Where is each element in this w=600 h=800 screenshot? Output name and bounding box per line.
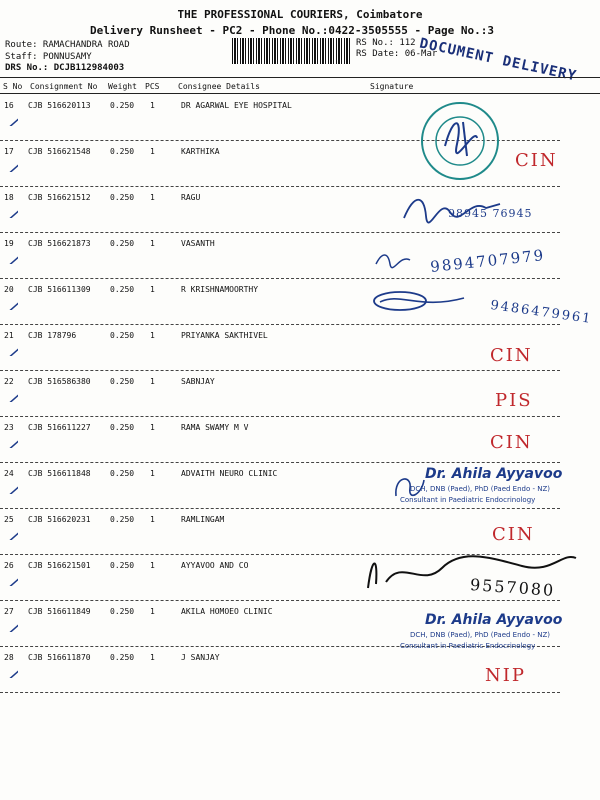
handwritten-note: NIP xyxy=(485,665,526,686)
tick-mark-icon xyxy=(4,296,18,310)
cell-pcs: 1 xyxy=(150,193,155,202)
cell-consignee: PRIYANKA SAKTHIVEL xyxy=(181,331,268,340)
drs-number: DRS No.: DCJB112984003 xyxy=(5,63,125,73)
row-divider xyxy=(0,370,560,371)
handwritten-note: PIS xyxy=(495,390,533,411)
cell-pcs: 1 xyxy=(150,607,155,616)
table-row xyxy=(0,142,600,188)
row-divider xyxy=(0,324,560,325)
cell-consignment: CJB 516621512 xyxy=(28,193,91,202)
rs-number: RS No.: 112 xyxy=(356,38,416,48)
cell-sno: 24 xyxy=(4,469,14,478)
row-divider xyxy=(0,232,560,233)
cell-consignee: J SANJAY xyxy=(181,653,220,662)
cell-weight: 0.250 xyxy=(110,469,135,478)
cell-consignee: DR AGARWAL EYE HOSPITAL xyxy=(181,101,292,110)
doctor-stamp-quals-24: DCH, DNB (Paed), PhD (Paed Endo - NZ) xyxy=(410,485,551,493)
cell-consignment: CJB 516620113 xyxy=(28,101,91,110)
cell-sno: 22 xyxy=(4,377,14,386)
handwritten-phone-20: 9486479961 xyxy=(489,297,594,328)
staff-label: Staff: PONNUSAMY xyxy=(5,52,92,62)
doctor-stamp-name-24: Dr. Ahila Ayyavoo xyxy=(425,466,563,482)
cell-consignment: CJB 516611227 xyxy=(28,423,91,432)
row-divider xyxy=(0,600,560,601)
handwritten-note: CIN xyxy=(490,345,533,366)
col-consignee: Consignee Details xyxy=(178,82,260,91)
cell-consignment: CJB 516621548 xyxy=(28,147,91,156)
cell-pcs: 1 xyxy=(150,285,155,294)
cell-weight: 0.250 xyxy=(110,423,135,432)
cell-consignment: CJB 516620231 xyxy=(28,515,91,524)
cell-sno: 26 xyxy=(4,561,14,570)
cell-consignment: CJB 516586380 xyxy=(28,377,91,386)
cell-sno: 20 xyxy=(4,285,14,294)
col-signature: Signature xyxy=(370,82,414,91)
handwritten-note: CIN xyxy=(515,150,558,171)
cell-consignment: CJB 516611849 xyxy=(28,607,91,616)
handwritten-note: CIN xyxy=(492,524,535,545)
cell-weight: 0.250 xyxy=(110,607,135,616)
signature-row-24 xyxy=(392,470,428,502)
cell-sno: 17 xyxy=(4,147,14,156)
row-divider xyxy=(0,692,560,693)
cell-pcs: 1 xyxy=(150,561,155,570)
barcode xyxy=(232,38,350,64)
tick-mark-icon xyxy=(4,480,18,494)
cell-weight: 0.250 xyxy=(110,285,135,294)
cell-consignee: VASANTH xyxy=(181,239,215,248)
cell-pcs: 1 xyxy=(150,377,155,386)
tick-mark-icon xyxy=(4,250,18,264)
cell-consignment: CJB 516621501 xyxy=(28,561,91,570)
cell-pcs: 1 xyxy=(150,147,155,156)
cell-weight: 0.250 xyxy=(110,239,135,248)
row-divider xyxy=(0,416,560,417)
doctor-stamp-quals-27: DCH, DNB (Paed), PhD (Paed Endo - NZ) xyxy=(410,631,551,639)
cell-consignee: AYYAVOO AND CO xyxy=(181,561,249,570)
cell-sno: 19 xyxy=(4,239,14,248)
cell-weight: 0.250 xyxy=(110,561,135,570)
route-label: Route: RAMACHANDRA ROAD xyxy=(5,40,130,50)
cell-sno: 28 xyxy=(4,653,14,662)
tick-mark-icon xyxy=(4,618,18,632)
doctor-stamp-role-24: Consultant in Paediatric Endocrinology xyxy=(400,496,536,504)
handwritten-note: CIN xyxy=(490,432,533,453)
hospital-round-stamp xyxy=(415,96,505,186)
cell-weight: 0.250 xyxy=(110,515,135,524)
cell-sno: 18 xyxy=(4,193,14,202)
cell-weight: 0.250 xyxy=(110,653,135,662)
cell-weight: 0.250 xyxy=(110,101,135,110)
tick-mark-icon xyxy=(4,572,18,586)
tick-mark-icon xyxy=(4,526,18,540)
cell-weight: 0.250 xyxy=(110,193,135,202)
cell-consignee: R KRISHNAMOORTHY xyxy=(181,285,259,294)
table-row xyxy=(0,96,600,142)
header-bottom-rule xyxy=(0,93,600,94)
cell-pcs: 1 xyxy=(150,653,155,662)
handwritten-phone-18: 98945 76945 xyxy=(448,207,533,220)
document-delivery-stamp: DOCUMENT DELIVERY xyxy=(418,35,579,85)
cell-pcs: 1 xyxy=(150,469,155,478)
rs-date: RS Date: 06-Mar xyxy=(356,49,438,59)
cell-sno: 16 xyxy=(4,101,14,110)
cell-consignee: KARTHIKA xyxy=(181,147,220,156)
tick-mark-icon xyxy=(4,342,18,356)
cell-consignee: RAMA SWAMY M V xyxy=(181,423,249,432)
row-divider xyxy=(0,462,560,463)
cell-consignee: SABNJAY xyxy=(181,377,215,386)
col-weight: Weight xyxy=(108,82,137,91)
handwritten-phone-26: 9557080 xyxy=(469,575,556,600)
row-divider xyxy=(0,508,560,509)
tick-mark-icon xyxy=(4,664,18,678)
cell-pcs: 1 xyxy=(150,239,155,248)
tick-mark-icon xyxy=(4,204,18,218)
tick-mark-icon xyxy=(4,112,18,126)
cell-pcs: 1 xyxy=(150,331,155,340)
cell-weight: 0.250 xyxy=(110,377,135,386)
col-pcs: PCS xyxy=(145,82,160,91)
cell-sno: 21 xyxy=(4,331,14,340)
cell-consignment: CJB 516611870 xyxy=(28,653,91,662)
cell-weight: 0.250 xyxy=(110,331,135,340)
cell-consignee: ADVAITH NEURO CLINIC xyxy=(181,469,278,478)
col-sno: S No xyxy=(3,82,23,91)
cell-consignment: CJB 516611848 xyxy=(28,469,91,478)
tick-mark-icon xyxy=(4,158,18,172)
company-title: THE PROFESSIONAL COURIERS, Coimbatore xyxy=(177,8,423,21)
signature-row-19 xyxy=(374,250,414,270)
cell-consignee: RAGU xyxy=(181,193,201,202)
cell-pcs: 1 xyxy=(150,423,155,432)
cell-sno: 23 xyxy=(4,423,14,432)
tick-mark-icon xyxy=(4,434,18,448)
doctor-stamp-role-27: Consultant in Paediatric Endocrinology xyxy=(400,642,536,650)
cell-weight: 0.250 xyxy=(110,147,135,156)
row-divider xyxy=(0,186,560,187)
cell-pcs: 1 xyxy=(150,101,155,110)
runsheet-subtitle: Delivery Runsheet - PC2 - Phone No.:0422-3505555 - Page No.:3 xyxy=(90,24,494,37)
cell-consignment: CJB 178796 xyxy=(28,331,77,340)
handwritten-phone-19: 9894707979 xyxy=(429,246,547,276)
signature-row-20 xyxy=(370,286,470,316)
cell-pcs: 1 xyxy=(150,515,155,524)
doctor-stamp-name-27: Dr. Ahila Ayyavoo xyxy=(425,612,563,628)
tick-mark-icon xyxy=(4,388,18,402)
cell-sno: 25 xyxy=(4,515,14,524)
cell-consignee: RAMLINGAM xyxy=(181,515,225,524)
cell-consignee: AKILA HOMOEO CLINIC xyxy=(181,607,273,616)
cell-consignment: CJB 516621873 xyxy=(28,239,91,248)
cell-sno: 27 xyxy=(4,607,14,616)
cell-consignment: CJB 516611309 xyxy=(28,285,91,294)
col-consignment: Consignment No xyxy=(30,82,98,91)
header-top-rule xyxy=(0,77,600,78)
row-divider xyxy=(0,278,560,279)
